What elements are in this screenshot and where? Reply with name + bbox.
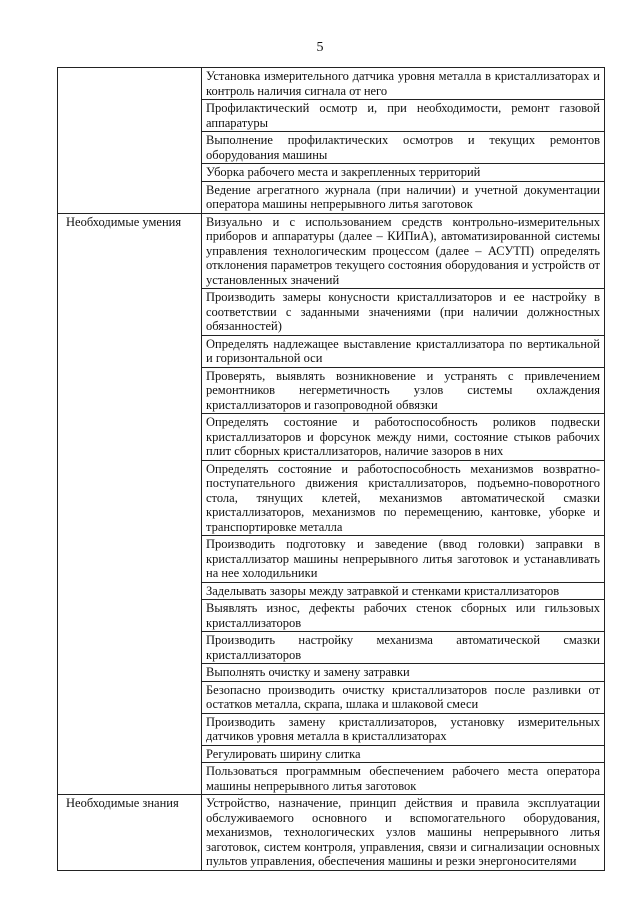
requirement-item: Определять состояние и работоспособность механизмов возвратно-поступательного движения кристаллизаторов, подъемно-поворотного стола, тянущих клетей, механизмов автоматической смазки кристаллизаторов, механизмов по перемещению, кантовке, уборке и транспортировке металла [202, 460, 605, 536]
requirement-item: Проверять, выявлять возникновение и устранять с привлечением ремонтников негерметичность узлов системы охлаждения кристаллизаторов и газопроводной обвязки [202, 367, 605, 414]
requirement-item: Безопасно производить очистку кристаллизаторов после разливки от остатков металла, скрапа, шлака и шлаковой смеси [202, 681, 605, 713]
requirement-item: Выявлять износ, дефекты рабочих стенок сборных или гильзовых кристаллизаторов [202, 600, 605, 632]
requirement-item: Производить подготовку и заведение (ввод головки) заправки в кристаллизатор машины непрерывного литья заготовок и устанавливать на нее холодильники [202, 536, 605, 583]
section-label: Необходимые знания [58, 795, 202, 871]
table-row [58, 795, 605, 871]
requirement-item: Выполнять очистку и замену затравки [202, 664, 605, 682]
page-number: 5 [316, 40, 324, 55]
requirement-item: Определять надлежащее выставление кристаллизатора по вертикальной и горизонтальной оси [202, 335, 605, 367]
requirement-item: Выполнение профилактических осмотров и текущих ремонтов оборудования машины [202, 132, 605, 164]
requirement-item: Производить замеры конусности кристаллизаторов и ее настройку в соответствии с заданными значениями (при наличии должностных обязанностей) [202, 289, 605, 336]
table-body [58, 68, 605, 871]
requirement-item: Определять состояние и работоспособность роликов подвески кристаллизаторов и форсунок между ними, состояние стыков рабочих плит сборных кристаллизаторов, наличие зазоров в них [202, 414, 605, 461]
section-label [58, 68, 202, 214]
requirement-item: Установка измерительного датчика уровня металла в кристаллизаторах и контроль наличия сигнала от него [202, 68, 605, 100]
requirement-item: Визуально и с использованием средств контрольно-измерительных приборов и аппаратуры (далее – КИПиА), автоматизированной системы управления технологическим процессом (далее – АСУТП) определять отклонения параметров текущего состояния оборудования и устройств от установленных значений [202, 213, 605, 289]
requirement-item: Производить замену кристаллизаторов, установку измерительных датчиков уровня металла в кристаллизаторах [202, 713, 605, 745]
labor-functions-table [57, 67, 605, 871]
requirement-item: Уборка рабочего места и закрепленных территорий [202, 164, 605, 182]
table-row [58, 68, 605, 100]
requirement-item: Регулировать ширину слитка [202, 745, 605, 763]
requirement-item: Устройство, назначение, принцип действия и правила эксплуатации обслуживаемого основного и вспомогательного оборудования, механизмов, технологических узлов машины непрерывного литья заготовок, систем контроля, управления, связи и сигнализации основных пультов управления, обеспечения машины и резки энергоносителями [202, 795, 605, 871]
section-label: Необходимые умения [58, 213, 202, 795]
requirement-item: Заделывать зазоры между затравкой и стенками кристаллизаторов [202, 582, 605, 600]
requirement-item: Производить настройку механизма автоматической смазки кристаллизаторов [202, 632, 605, 664]
table-row [58, 213, 605, 289]
requirement-item: Профилактический осмотр и, при необходимости, ремонт газовой аппаратуры [202, 100, 605, 132]
requirement-item: Пользоваться программным обеспечением рабочего места оператора машины непрерывного литья заготовок [202, 763, 605, 795]
requirement-item: Ведение агрегатного журнала (при наличии) и учетной документации оператора машины непрерывного литья заготовок [202, 181, 605, 213]
